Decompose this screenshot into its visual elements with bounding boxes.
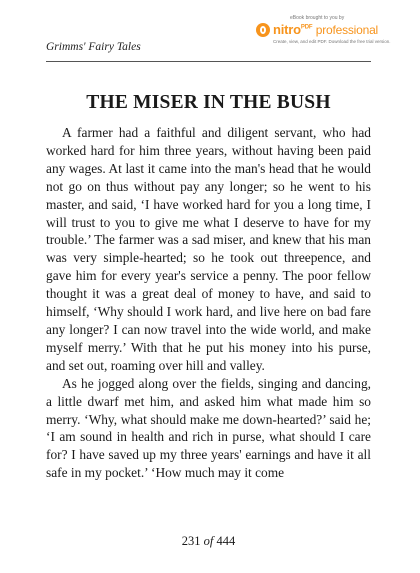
banner-brand-name: nitro [273,22,301,37]
banner-brand-suffix: professional [315,23,379,37]
page-number [46,534,371,549]
nitro-banner[interactable] [256,15,391,55]
story-body [46,124,371,482]
paragraph: As he jogged along over the fields, singing and dancing, a little dwarf met him, and asked him what made him so merry. ‘Why, what should make me down-hearted?’ said he; ‘I am sound in health and rich in purse, what should I care for? I have saved up my three years' earnings and have it all safe in my pocket.’ ‘How much may it come [46,375,371,481]
banner-brand [273,22,378,37]
banner-small-text: eBook brought to you by [290,15,345,21]
page-current: 231 [181,534,201,548]
page-total: 444 [216,534,236,548]
banner-brand-sup: PDF [300,24,313,31]
banner-tagline: Create, view, and edit PDF. Download the free trial version. [273,39,391,44]
chapter-title: THE MISER IN THE BUSH [86,92,331,113]
paragraph: A farmer had a faithful and diligent servant, who had worked hard for him three years, without having been paid any wages. At last it came into the man's head that he would not go on thus without pay any longer; so he went to his master, and said, ‘I have worked hard for you a long time, I will trust to you to give me what I deserve to have for my trouble.’ The farmer was a sad miser, and knew that his man was very simple-hearted; so he took out threepence, and gave him for every year's service a penny. The poor fellow thought it was a great deal of money to have, and said to himself, ‘Why should I work hard, and live here on bad fare any longer? I can now travel into the wide world, and make myself merry.’ With that he put his money into his purse, and set out, roaming over hill and valley. [46,125,371,373]
nitro-logo-icon [256,23,270,37]
header-rule [46,61,371,62]
running-head: Grimms' Fairy Tales [46,41,141,53]
page-of: of [203,534,214,548]
